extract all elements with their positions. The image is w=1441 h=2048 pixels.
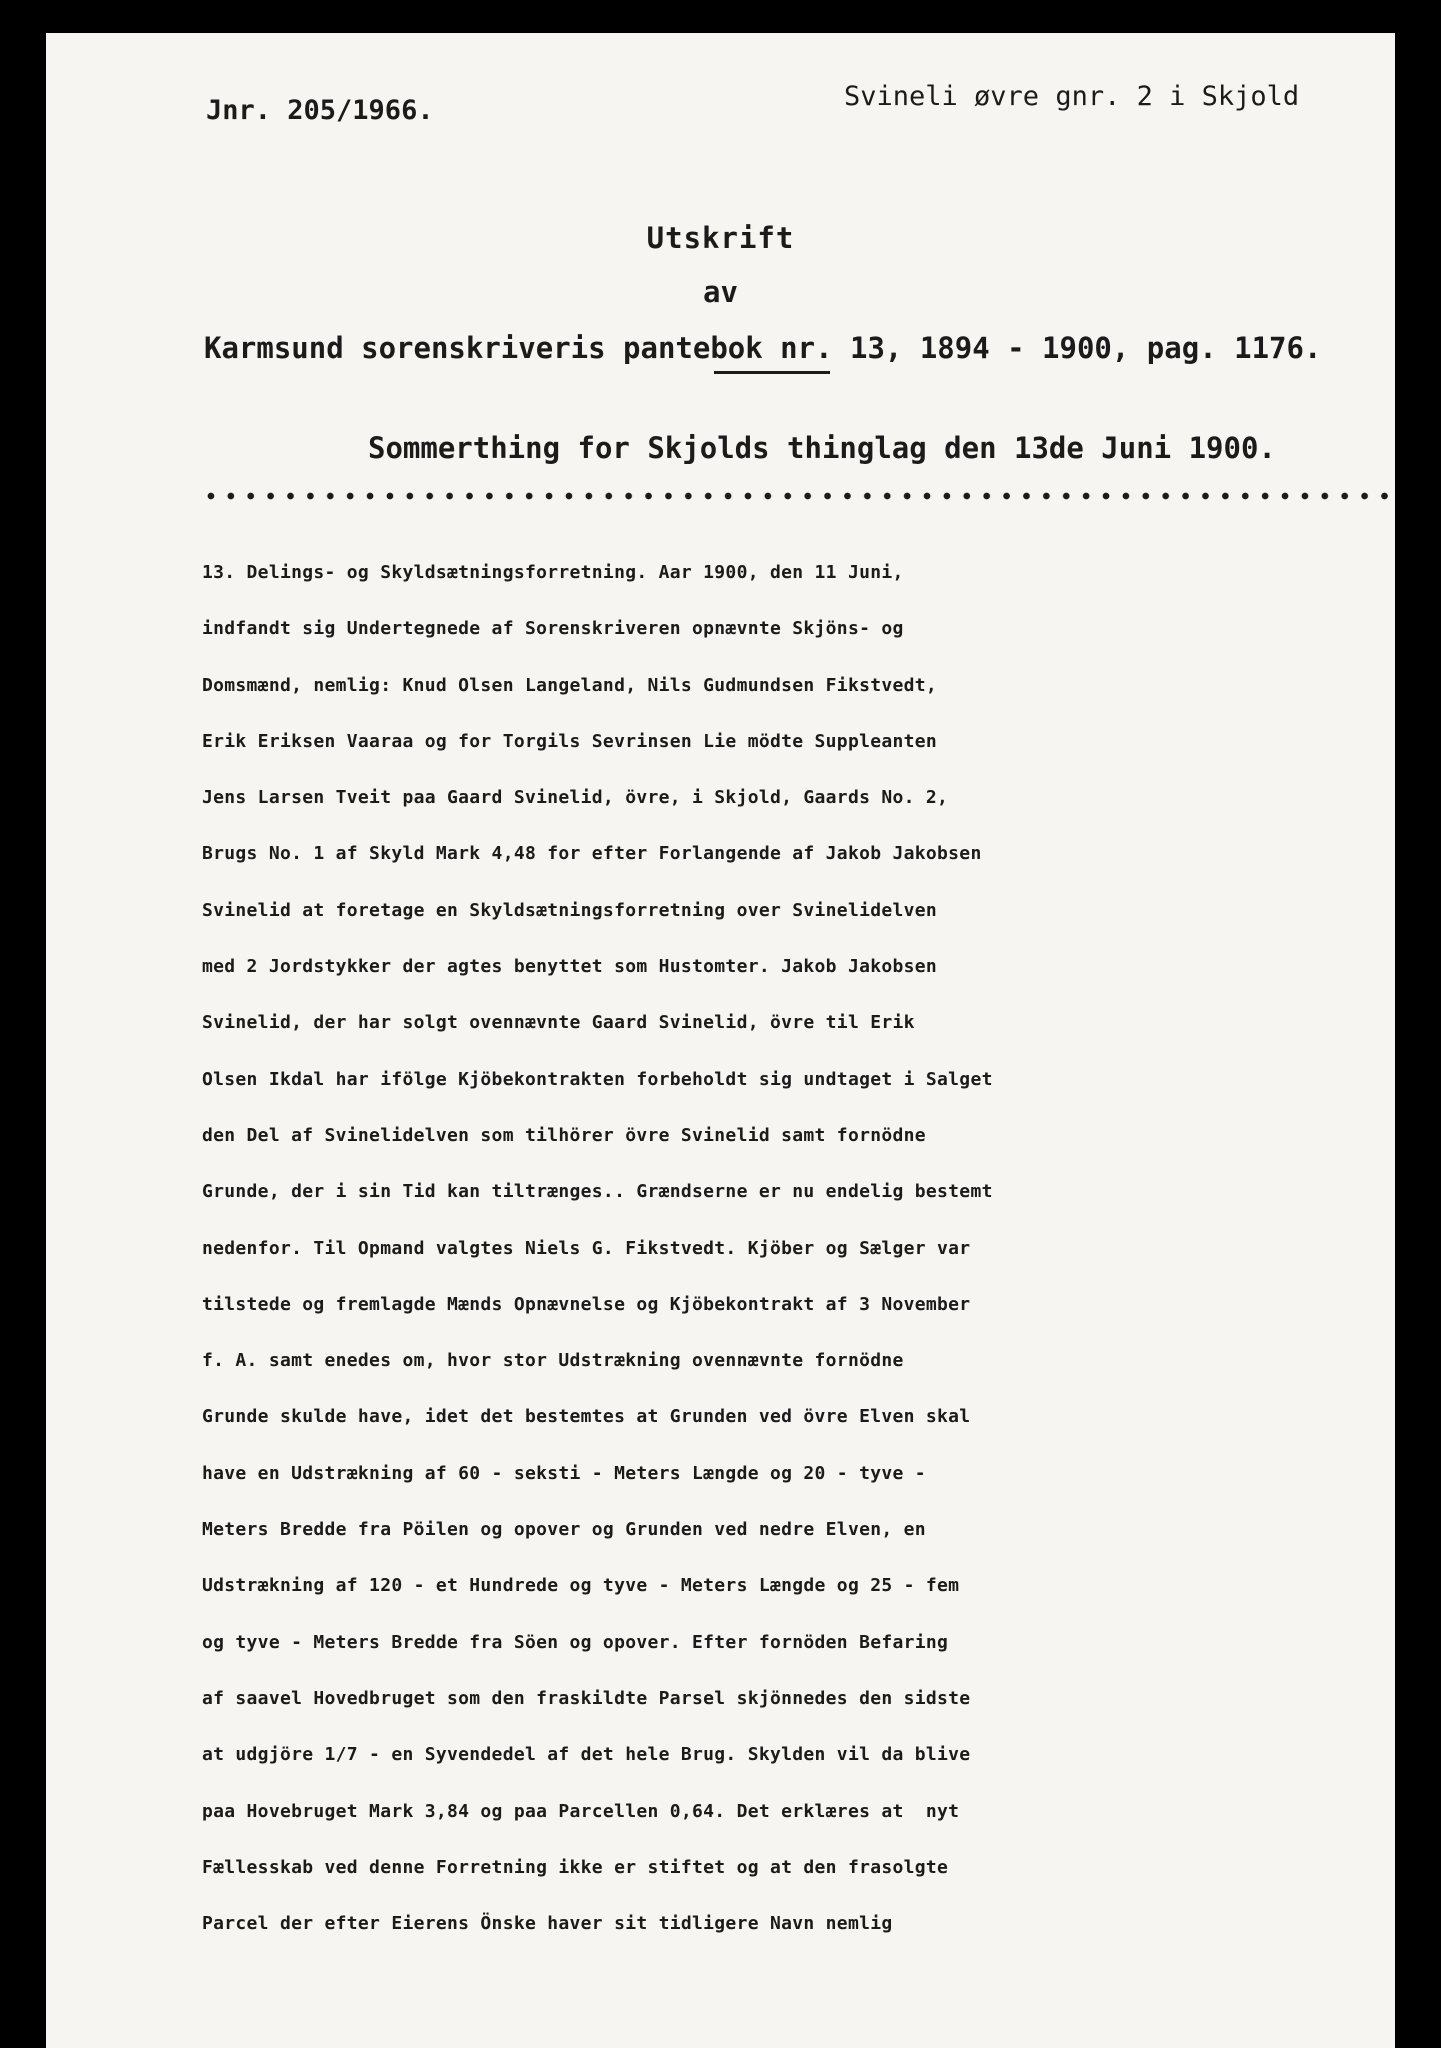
body-line: Grunde, der i sin Tid kan tiltrænges.. Grændserne er nu endelig bestemt: [202, 1181, 993, 1203]
source-underline: [714, 371, 830, 374]
session-heading: Sommerthing for Skjolds thinglag den 13de Juni 1900.: [368, 431, 1276, 465]
document-page: [46, 33, 1395, 2048]
body-line: 13. Delings- og Skyldsætningsforretning. Aar 1900, den 11 Juni,: [202, 562, 904, 583]
title-connector: av: [703, 275, 738, 309]
source-reference: Karmsund sorenskriveris pantebok nr. 13, 1894 - 1900, pag. 1176.: [204, 331, 1322, 365]
body-line: Domsmænd, nemlig: Knud Olsen Langeland, Nils Gudmundsen Fikstvedt,: [202, 674, 938, 696]
body-line: tilstede og fremlagde Mænds Opnævnelse og Kjöbekontrakt af 3 November: [202, 1293, 971, 1315]
body-line: Svinelid, der har solgt ovennævnte Gaard Svinelid, övre til Erik: [202, 1012, 915, 1034]
body-line: Parcel der efter Eierens Önske haver sit tidligere Navn nemlig: [202, 1913, 893, 1935]
body-line: Grunde skulde have, idet det bestemtes at Grunden ved övre Elven skal: [202, 1406, 971, 1428]
body-line: Udstrækning af 120 - et Hundrede og tyve - Meters Længde og 25 - fem: [202, 1575, 960, 1597]
body-line: Olsen Ikdal har ifölge Kjöbekontrakten forbeholdt sig undtaget i Salget: [202, 1068, 993, 1090]
body-line: at udgjöre 1/7 - en Syvendedel af det hele Brug. Skylden vil da blive: [202, 1744, 971, 1766]
body-line: Svinelid at foretage en Skyldsætningsforretning over Svinelidelven: [202, 899, 938, 921]
document-title: Utskrift: [646, 221, 795, 255]
body-line: Fællesskab ved denne Forretning ikke er stiftet og at den frasolgte: [202, 1856, 949, 1878]
journal-number: Jnr. 205/1966.: [206, 95, 434, 126]
body-line: nedenfor. Til Opmand valgtes Niels G. Fikstvedt. Kjöber og Sælger var: [202, 1237, 971, 1259]
property-header: Svineli øvre gnr. 2 i Skjold: [844, 81, 1300, 112]
body-line: med 2 Jordstykker der agtes benyttet som Hustomter. Jakob Jakobsen: [202, 956, 938, 978]
body-line: af saavel Hovedbruget som den fraskildte Parsel skjönnedes den sidste: [202, 1687, 971, 1709]
body-line: og tyve - Meters Bredde fra Söen og opover. Efter fornöden Befaring: [202, 1631, 949, 1653]
body-line: Jens Larsen Tveit paa Gaard Svinelid, övre, i Skjold, Gaards No. 2,: [202, 787, 949, 809]
body-line: Brugs No. 1 af Skyld Mark 4,48 for efter Forlangende af Jakob Jakobsen: [202, 843, 982, 865]
body-line: indfandt sig Undertegnede af Sorenskriveren opnævnte Skjöns- og: [202, 618, 904, 640]
dotted-separator: [201, 491, 1395, 501]
body-line: Meters Bredde fra Pöilen og opover og Grunden ved nedre Elven, en: [202, 1519, 926, 1541]
body-line: Erik Eriksen Vaaraa og for Torgils Sevrinsen Lie mödte Suppleanten: [202, 730, 938, 752]
body-line: f. A. samt enedes om, hvor stor Udstrækning ovennævnte fornödne: [202, 1350, 904, 1372]
body-line: den Del af Svinelidelven som tilhörer övre Svinelid samt fornödne: [202, 1124, 926, 1146]
body-line: have en Udstrækning af 60 - seksti - Meters Længde og 20 - tyve -: [202, 1462, 926, 1484]
body-text: [202, 545, 1395, 1952]
body-line: paa Hovebruget Mark 3,84 og paa Parcellen 0,64. Det erklæres at nyt: [202, 1800, 960, 1822]
